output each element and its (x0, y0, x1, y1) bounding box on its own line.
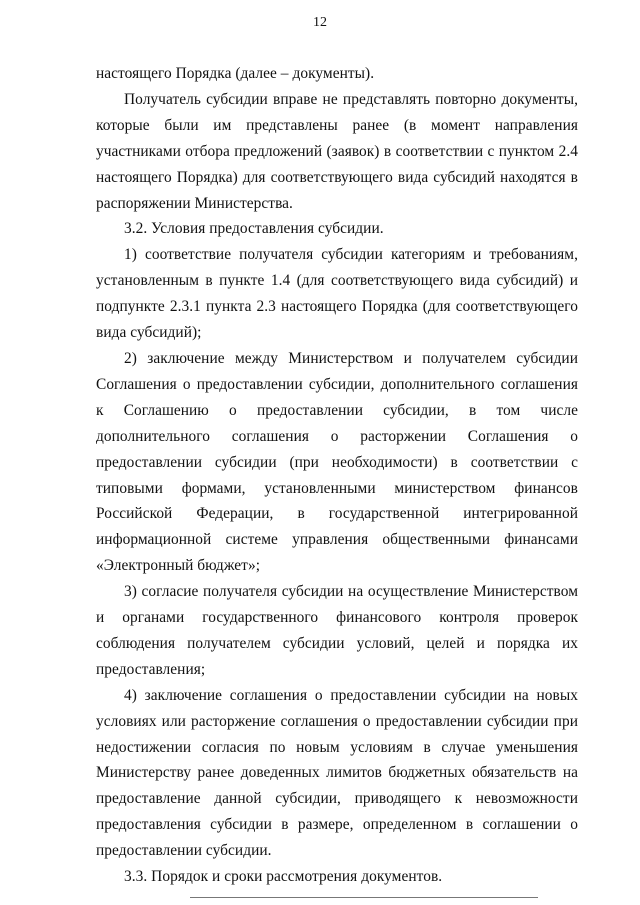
condition-item-3: 3) согласие получателя субсидии на осуществление Министерством и органами государственного финансового контроля проверок соблюдения получателем субсидии условий, целей и порядка их предоставления; (96, 583, 578, 678)
bottom-divider (190, 897, 538, 898)
document-body (96, 61, 578, 890)
section-heading-3-3: 3.3. Порядок и сроки рассмотрения документов. (124, 868, 443, 886)
section-heading-3-2: 3.2. Условия предоставления субсидии. (124, 220, 384, 238)
paragraph-resubmission-note: Получатель субсидии вправе не представлять повторно документы, которые были им представлены ранее (в момент направления участниками отбора предложений (заявок) в соответствии с пунктом 2.4 настоящего Порядка) для соответствующего вида субсидий находятся в распоряжении Министерства. (96, 90, 578, 212)
condition-item-4: 4) заключение соглашения о предоставлении субсидии на новых условиях или расторжение соглашения о предоставлении субсидии при недостижении согласия по новым условиям в случае уменьшения Министерству ранее доведенных лимитов бюджетных обязательств на предоставление данной субсидии, приводящего к невозможности предоставления субсидии в размере, определенном в соглашении о предоставлении субсидии. (96, 686, 578, 860)
condition-item-1: 1) соответствие получателя субсидии категориям и требованиям, установленным в пункте 1.4 (для соответствующего вида субсидий) и подпункте 2.3.1 пункта 2.3 настоящего Порядка (для соответствующего вида субсидий); (96, 246, 578, 342)
page-number: 12 (313, 15, 327, 30)
paragraph-continuation: настоящего Порядка (далее – документы). (96, 65, 375, 82)
condition-item-2: 2) заключение между Министерством и получателем субсидии Соглашения о предоставлении субсидии, дополнительного соглашения к Соглашению о предоставлении субсидии, в том числе дополнительного соглашения о расторжении Соглашения о предоставлении субсидии (при необходимости) в соответствии с типовыми формами, установленными министерством финансов Российской Федерации, в государственной интегрированной информационной системе управления общественными финансами «Электронный бюджет»; (96, 349, 578, 575)
